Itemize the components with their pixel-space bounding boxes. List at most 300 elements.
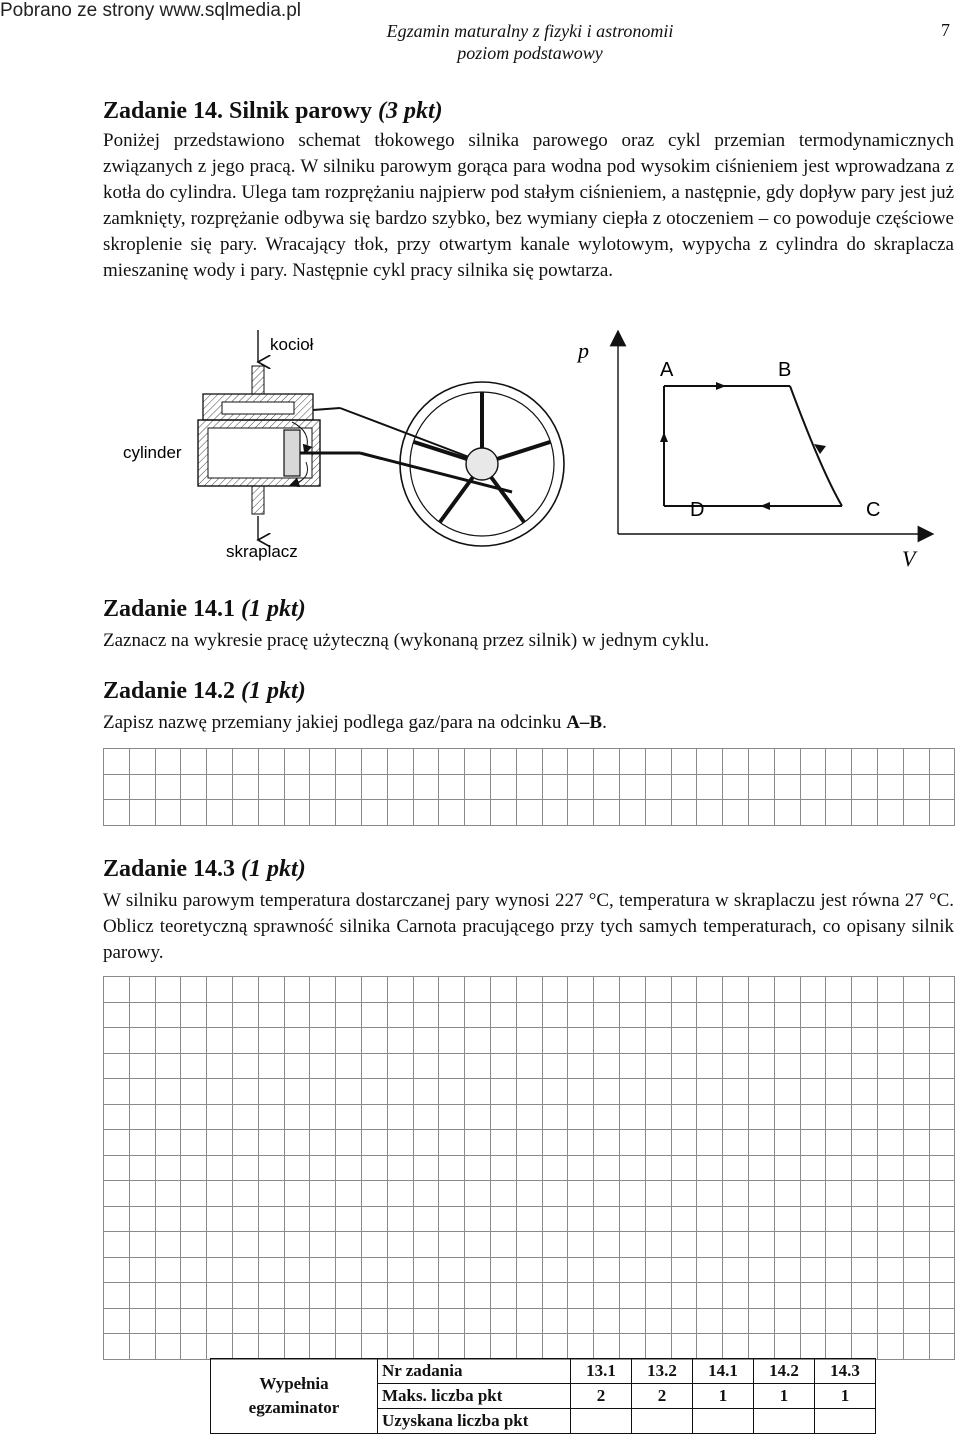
grid-cell[interactable] [232,800,258,826]
grid-cell[interactable] [284,1257,310,1283]
grid-cell[interactable] [516,1206,542,1232]
grid-cell[interactable] [284,749,310,775]
grid-cell[interactable] [207,1130,233,1156]
grid-cell[interactable] [490,1079,516,1105]
grid-cell[interactable] [155,1308,181,1334]
grid-cell[interactable] [465,1232,491,1258]
grid-cell[interactable] [645,1079,671,1105]
grid-cell[interactable] [877,1028,903,1054]
grid-cell[interactable] [465,1079,491,1105]
grid-cell[interactable] [542,1232,568,1258]
grid-cell[interactable] [826,1028,852,1054]
grid-cell[interactable] [671,1257,697,1283]
grid-cell[interactable] [490,1283,516,1309]
grid-cell[interactable] [284,1028,310,1054]
grid-cell[interactable] [877,1206,903,1232]
grid-cell[interactable] [671,1155,697,1181]
grid-cell[interactable] [671,1079,697,1105]
grid-cell[interactable] [929,1079,955,1105]
grid-cell[interactable] [439,1028,465,1054]
grid-cell[interactable] [232,977,258,1003]
grid-cell[interactable] [774,1232,800,1258]
grid-cell[interactable] [826,1181,852,1207]
grid-cell[interactable] [310,1053,336,1079]
grid-cell[interactable] [826,1155,852,1181]
grid-cell[interactable] [723,1308,749,1334]
grid-cell[interactable] [490,800,516,826]
grid-cell[interactable] [877,1232,903,1258]
grid-cell[interactable] [645,1104,671,1130]
grid-cell[interactable] [336,1155,362,1181]
grid-cell[interactable] [361,1079,387,1105]
grid-cell[interactable] [774,1002,800,1028]
grid-cell[interactable] [207,1079,233,1105]
grid-cell[interactable] [439,1334,465,1360]
grid-cell[interactable] [568,774,594,800]
grid-cell[interactable] [413,800,439,826]
grid-cell[interactable] [516,774,542,800]
grid-cell[interactable] [645,774,671,800]
grid-cell[interactable] [542,1283,568,1309]
grid-cell[interactable] [387,1130,413,1156]
grid-cell[interactable] [594,1334,620,1360]
grid-cell[interactable] [903,1257,929,1283]
grid-cell[interactable] [594,1130,620,1156]
grid-cell[interactable] [723,749,749,775]
grid-cell[interactable] [516,800,542,826]
grid-cell[interactable] [903,1308,929,1334]
grid-cell[interactable] [361,1155,387,1181]
grid-cell[interactable] [439,1053,465,1079]
grid-cell[interactable] [542,800,568,826]
grid-cell[interactable] [774,774,800,800]
grid-cell[interactable] [748,1283,774,1309]
grid-cell[interactable] [129,1130,155,1156]
grid-cell[interactable] [619,774,645,800]
grid-cell[interactable] [826,1053,852,1079]
grid-cell[interactable] [929,1002,955,1028]
grid-cell[interactable] [619,1206,645,1232]
grid-cell[interactable] [748,1130,774,1156]
grid-cell[interactable] [748,800,774,826]
grid-cell[interactable] [413,1053,439,1079]
grid-cell[interactable] [387,1257,413,1283]
grid-cell[interactable] [439,977,465,1003]
grid-cell[interactable] [258,1181,284,1207]
grid-cell[interactable] [697,1130,723,1156]
grid-cell[interactable] [568,1155,594,1181]
grid-cell[interactable] [155,1257,181,1283]
grid-cell[interactable] [207,1104,233,1130]
grid-cell[interactable] [697,1283,723,1309]
grid-cell[interactable] [155,1334,181,1360]
grid-cell[interactable] [929,1334,955,1360]
grid-cell[interactable] [387,1079,413,1105]
grid-cell[interactable] [929,1232,955,1258]
grid-cell[interactable] [336,1002,362,1028]
grid-cell[interactable] [413,774,439,800]
grid-cell[interactable] [129,1002,155,1028]
grid-cell[interactable] [129,774,155,800]
grid-cell[interactable] [619,1181,645,1207]
grid-cell[interactable] [542,1308,568,1334]
grid-cell[interactable] [542,1155,568,1181]
grid-cell[interactable] [594,749,620,775]
grid-cell[interactable] [542,774,568,800]
grid-cell[interactable] [284,1053,310,1079]
grid-cell[interactable] [852,1206,878,1232]
grid-cell[interactable] [336,774,362,800]
grid-cell[interactable] [232,1130,258,1156]
grid-cell[interactable] [155,1079,181,1105]
grid-cell[interactable] [490,1206,516,1232]
grid-cell[interactable] [232,1181,258,1207]
grid-cell[interactable] [310,774,336,800]
grid-cell[interactable] [542,1104,568,1130]
grid-cell[interactable] [723,977,749,1003]
grid-cell[interactable] [568,1079,594,1105]
grid-cell[interactable] [155,1130,181,1156]
grid-cell[interactable] [155,1206,181,1232]
grid-cell[interactable] [697,1334,723,1360]
grid-cell[interactable] [181,1130,207,1156]
awarded-points-cell[interactable] [754,1409,815,1434]
grid-cell[interactable] [181,1079,207,1105]
grid-cell[interactable] [361,977,387,1003]
grid-cell[interactable] [387,1028,413,1054]
grid-cell[interactable] [774,1308,800,1334]
grid-cell[interactable] [310,977,336,1003]
grid-cell[interactable] [413,977,439,1003]
grid-cell[interactable] [800,1053,826,1079]
grid-cell[interactable] [387,1104,413,1130]
grid-cell[interactable] [155,977,181,1003]
grid-cell[interactable] [465,1028,491,1054]
grid-cell[interactable] [619,977,645,1003]
grid-cell[interactable] [748,1232,774,1258]
grid-cell[interactable] [723,1155,749,1181]
grid-cell[interactable] [207,1155,233,1181]
grid-cell[interactable] [155,1232,181,1258]
grid-cell[interactable] [671,800,697,826]
grid-cell[interactable] [800,1028,826,1054]
grid-cell[interactable] [748,1308,774,1334]
grid-cell[interactable] [542,1181,568,1207]
grid-cell[interactable] [361,749,387,775]
grid-cell[interactable] [155,1002,181,1028]
grid-cell[interactable] [155,774,181,800]
grid-cell[interactable] [207,749,233,775]
grid-cell[interactable] [104,1308,130,1334]
grid-cell[interactable] [697,1053,723,1079]
grid-cell[interactable] [774,977,800,1003]
grid-cell[interactable] [129,1104,155,1130]
grid-cell[interactable] [258,1079,284,1105]
grid-cell[interactable] [181,1283,207,1309]
grid-cell[interactable] [232,1283,258,1309]
grid-cell[interactable] [490,1155,516,1181]
grid-cell[interactable] [387,1053,413,1079]
grid-cell[interactable] [181,977,207,1003]
grid-cell[interactable] [207,1181,233,1207]
grid-cell[interactable] [800,1232,826,1258]
grid-cell[interactable] [129,977,155,1003]
grid-cell[interactable] [645,1028,671,1054]
grid-cell[interactable] [284,1079,310,1105]
grid-cell[interactable] [594,1283,620,1309]
grid-cell[interactable] [877,1053,903,1079]
grid-cell[interactable] [413,1181,439,1207]
grid-cell[interactable] [852,1155,878,1181]
grid-cell[interactable] [284,1155,310,1181]
grid-cell[interactable] [697,1181,723,1207]
grid-cell[interactable] [852,800,878,826]
grid-cell[interactable] [129,1053,155,1079]
grid-cell[interactable] [258,774,284,800]
grid-cell[interactable] [568,1028,594,1054]
grid-cell[interactable] [181,749,207,775]
grid-cell[interactable] [671,1053,697,1079]
grid-cell[interactable] [310,1308,336,1334]
grid-cell[interactable] [671,1206,697,1232]
grid-cell[interactable] [852,749,878,775]
grid-cell[interactable] [645,977,671,1003]
grid-cell[interactable] [748,1206,774,1232]
grid-cell[interactable] [387,749,413,775]
grid-cell[interactable] [697,749,723,775]
grid-cell[interactable] [619,1232,645,1258]
grid-cell[interactable] [516,1053,542,1079]
grid-cell[interactable] [207,1206,233,1232]
grid-cell[interactable] [232,1079,258,1105]
grid-cell[interactable] [542,1053,568,1079]
grid-cell[interactable] [387,1334,413,1360]
grid-cell[interactable] [594,1155,620,1181]
grid-cell[interactable] [697,1079,723,1105]
grid-cell[interactable] [645,1283,671,1309]
grid-cell[interactable] [542,1206,568,1232]
grid-cell[interactable] [697,1028,723,1054]
grid-cell[interactable] [284,800,310,826]
grid-cell[interactable] [903,1079,929,1105]
grid-cell[interactable] [877,774,903,800]
grid-cell[interactable] [748,1079,774,1105]
grid-cell[interactable] [490,977,516,1003]
grid-cell[interactable] [155,1104,181,1130]
grid-cell[interactable] [387,1232,413,1258]
grid-cell[interactable] [723,1206,749,1232]
grid-cell[interactable] [826,1079,852,1105]
grid-cell[interactable] [645,1002,671,1028]
grid-cell[interactable] [439,774,465,800]
grid-cell[interactable] [723,1257,749,1283]
grid-cell[interactable] [671,1334,697,1360]
grid-cell[interactable] [723,1181,749,1207]
grid-cell[interactable] [104,1028,130,1054]
grid-cell[interactable] [671,1181,697,1207]
grid-cell[interactable] [542,977,568,1003]
grid-cell[interactable] [774,1028,800,1054]
grid-cell[interactable] [568,1308,594,1334]
grid-cell[interactable] [826,1257,852,1283]
grid-cell[interactable] [310,1104,336,1130]
grid-cell[interactable] [490,774,516,800]
grid-cell[interactable] [516,749,542,775]
grid-cell[interactable] [748,1002,774,1028]
grid-cell[interactable] [465,1308,491,1334]
grid-cell[interactable] [568,1257,594,1283]
grid-cell[interactable] [336,1334,362,1360]
grid-cell[interactable] [129,1028,155,1054]
awarded-points-cell[interactable] [693,1409,754,1434]
grid-cell[interactable] [155,800,181,826]
grid-cell[interactable] [232,1053,258,1079]
grid-cell[interactable] [723,1334,749,1360]
grid-cell[interactable] [903,749,929,775]
grid-cell[interactable] [671,1130,697,1156]
grid-cell[interactable] [826,774,852,800]
grid-cell[interactable] [516,1155,542,1181]
grid-cell[interactable] [800,774,826,800]
grid-cell[interactable] [129,800,155,826]
grid-cell[interactable] [258,1308,284,1334]
grid-cell[interactable] [697,1257,723,1283]
grid-cell[interactable] [826,977,852,1003]
grid-cell[interactable] [181,1155,207,1181]
grid-cell[interactable] [181,1104,207,1130]
grid-cell[interactable] [645,749,671,775]
grid-cell[interactable] [619,1334,645,1360]
grid-cell[interactable] [826,800,852,826]
grid-cell[interactable] [155,1283,181,1309]
grid-cell[interactable] [903,1206,929,1232]
grid-cell[interactable] [903,1002,929,1028]
grid-cell[interactable] [903,977,929,1003]
grid-cell[interactable] [826,1308,852,1334]
grid-cell[interactable] [155,749,181,775]
grid-cell[interactable] [594,1104,620,1130]
grid-cell[interactable] [439,1155,465,1181]
grid-cell[interactable] [336,1104,362,1130]
grid-cell[interactable] [310,1334,336,1360]
grid-cell[interactable] [207,1053,233,1079]
grid-cell[interactable] [723,1232,749,1258]
grid-cell[interactable] [516,1257,542,1283]
grid-cell[interactable] [310,1257,336,1283]
grid-cell[interactable] [800,1334,826,1360]
grid-cell[interactable] [387,1283,413,1309]
grid-cell[interactable] [877,800,903,826]
grid-cell[interactable] [929,1257,955,1283]
grid-cell[interactable] [465,1053,491,1079]
grid-cell[interactable] [336,1206,362,1232]
grid-cell[interactable] [877,1104,903,1130]
grid-cell[interactable] [645,1053,671,1079]
grid-cell[interactable] [774,1104,800,1130]
grid-cell[interactable] [568,749,594,775]
grid-cell[interactable] [568,1002,594,1028]
grid-cell[interactable] [387,1308,413,1334]
grid-cell[interactable] [594,1257,620,1283]
grid-cell[interactable] [104,1053,130,1079]
grid-cell[interactable] [671,1308,697,1334]
grid-cell[interactable] [310,1232,336,1258]
grid-cell[interactable] [465,1002,491,1028]
grid-cell[interactable] [671,1002,697,1028]
grid-cell[interactable] [929,977,955,1003]
grid-cell[interactable] [129,1232,155,1258]
grid-cell[interactable] [232,1206,258,1232]
grid-cell[interactable] [284,977,310,1003]
grid-cell[interactable] [465,800,491,826]
grid-cell[interactable] [439,1181,465,1207]
grid-cell[interactable] [826,1104,852,1130]
grid-cell[interactable] [697,1002,723,1028]
grid-cell[interactable] [155,1155,181,1181]
grid-cell[interactable] [310,1155,336,1181]
grid-cell[interactable] [181,1308,207,1334]
grid-cell[interactable] [207,1257,233,1283]
grid-cell[interactable] [748,1155,774,1181]
grid-cell[interactable] [490,1104,516,1130]
grid-cell[interactable] [258,977,284,1003]
grid-cell[interactable] [465,1155,491,1181]
grid-cell[interactable] [748,1028,774,1054]
grid-cell[interactable] [465,749,491,775]
grid-cell[interactable] [568,1130,594,1156]
grid-cell[interactable] [723,774,749,800]
grid-cell[interactable] [258,1206,284,1232]
grid-cell[interactable] [181,1002,207,1028]
grid-cell[interactable] [542,1028,568,1054]
grid-cell[interactable] [516,1002,542,1028]
grid-cell[interactable] [104,1130,130,1156]
grid-cell[interactable] [439,1104,465,1130]
grid-cell[interactable] [104,1181,130,1207]
grid-cell[interactable] [181,800,207,826]
grid-cell[interactable] [929,1181,955,1207]
grid-cell[interactable] [697,1104,723,1130]
grid-cell[interactable] [232,1232,258,1258]
grid-cell[interactable] [903,1053,929,1079]
grid-cell[interactable] [284,1206,310,1232]
grid-cell[interactable] [852,1104,878,1130]
grid-cell[interactable] [826,1206,852,1232]
grid-cell[interactable] [903,1155,929,1181]
grid-cell[interactable] [800,1155,826,1181]
grid-cell[interactable] [258,1053,284,1079]
grid-cell[interactable] [929,1206,955,1232]
grid-cell[interactable] [929,749,955,775]
grid-cell[interactable] [361,1232,387,1258]
grid-cell[interactable] [181,774,207,800]
grid-cell[interactable] [748,1053,774,1079]
grid-cell[interactable] [594,1028,620,1054]
grid-cell[interactable] [465,977,491,1003]
grid-cell[interactable] [439,1308,465,1334]
grid-cell[interactable] [181,1181,207,1207]
grid-cell[interactable] [645,1334,671,1360]
grid-cell[interactable] [903,1334,929,1360]
grid-cell[interactable] [800,1002,826,1028]
grid-cell[interactable] [929,1130,955,1156]
grid-cell[interactable] [852,1053,878,1079]
grid-cell[interactable] [568,1334,594,1360]
grid-cell[interactable] [877,1002,903,1028]
grid-cell[interactable] [413,1104,439,1130]
grid-cell[interactable] [258,1104,284,1130]
grid-cell[interactable] [104,977,130,1003]
